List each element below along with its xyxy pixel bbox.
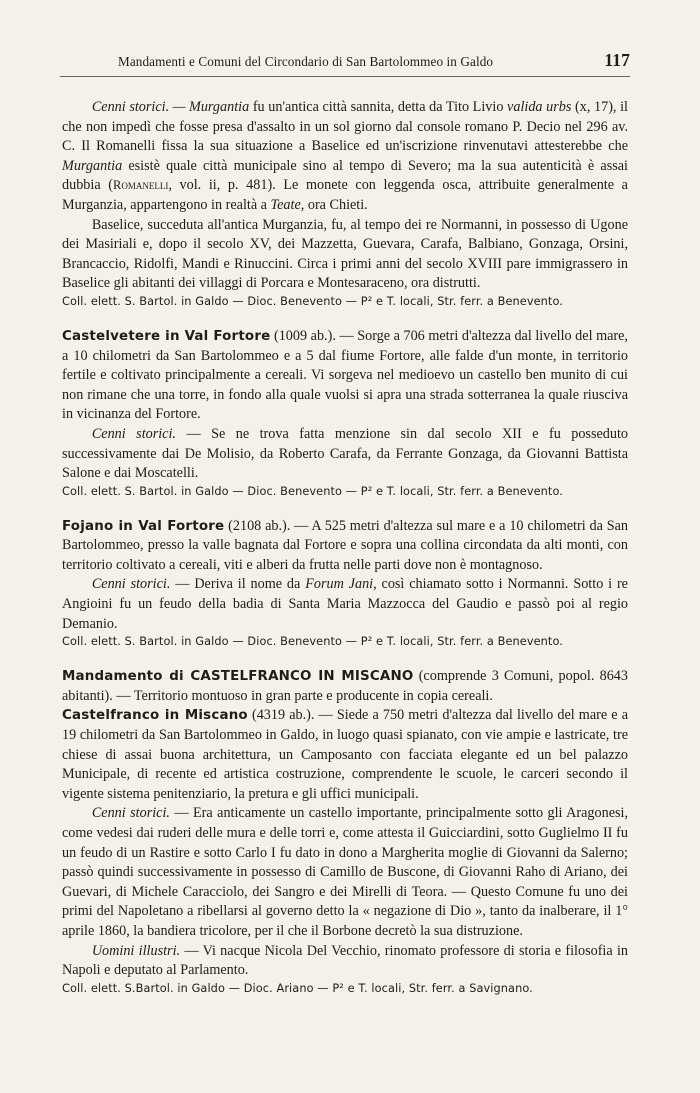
text-run: Cenni storici. (91, 805, 170, 822)
text-run: (2108 ab.). — A 525 metri d'altezza sul mare e a 10 chilometri da San Bartolommeo, presso la valle bagnata dal Fortore e sopra una collina circondata da alti monti, con territorio coltivato a cereali, viti e alberi da frutta nelle parti dove non è montagnoso. (62, 517, 629, 573)
entry-heading: Mandamento di CASTELFRANCO IN MISCANO (62, 669, 414, 685)
text-run: così chiamato sotto i Normanni. Sotto i re Angioini fu un feudo della badia di Santa Maria Mazzocca del Gaudio e passò poi al regio Demanio. (62, 576, 628, 632)
entry-section (62, 327, 628, 500)
electoral-info-line: Coll. elett. S. Bartol. in Galdo — Dioc. Benevento — P² e T. locali, Str. ferr. a Benevento. (62, 294, 563, 308)
text-run: fu un'antica città sannita, detta da Tito Livio (249, 99, 508, 115)
paragraph (62, 804, 628, 941)
paragraph (62, 517, 628, 576)
paragraph (62, 667, 628, 706)
page-number: 117 (604, 50, 630, 70)
paragraph (62, 98, 628, 216)
text-run: ora Chieti. (304, 196, 368, 213)
text-run: Cenni storici. (91, 576, 171, 593)
document-body (62, 98, 628, 1014)
text-run: (x, 17), il che non impedì che fosse presa d'assalto in un sol giorno dal console romano P. Decio nel 296 av. C. Il Romanelli fissa la sua situazione a Baselice ed un'iscrizione rinvenutavi attesterebbe che (62, 99, 628, 155)
entry-section (62, 667, 628, 997)
paragraph (62, 575, 628, 634)
text-run: Baselice, succeduta all'antica Murganzia, fu, al tempo dei re Normanni, in possesso di Ugone dei Masiriali e, dopo il secolo XV, dei Mazzetta, Guevara, Carafa, Balbiano, Gonzaga, Orsini, Brancaccio, Ridolfi, Mandi e Rinuccini. Circa i primi anni del secolo XVIII pare immigrassero in Baselice gli abitanti dei villaggi di Porcara e Montesaraceno, ora distrutti. (62, 216, 628, 292)
text-run: Forum Jani, (305, 576, 377, 593)
text-run: esistè quale città municipale sino al tempo di Severo; ma la sua autenticità è assai dubbia ( (62, 157, 628, 194)
text-run: Teate, (270, 196, 305, 213)
paragraph (62, 327, 628, 425)
text-run: Murgantia (62, 157, 123, 174)
entry-heading: Castelfranco in Miscano (62, 708, 248, 724)
text-run: , vol. ii, p. 481). Le monete con leggenda osca, attribuite generalmente a Murganzia, appartengono in realtà a (62, 177, 628, 213)
paragraph (62, 425, 628, 484)
text-run: Uomini illustri. (91, 942, 181, 959)
text-run: (comprende 3 Comuni, popol. 8643 abitanti). — Territorio montuoso in gran parte e producente in copia cereali. (62, 668, 628, 704)
text-run: (4319 ab.). — Siede a 750 metri d'altezza dal livello del mare e a 19 chilometri da San Bartolommeo in Galdo, in luogo quasi spianato, con vie ampie e lastricate, tre chiese di assai buona architettura, un Camposanto con facciata elegante ed un bel palazzo Municipale, di recente ed artistica costruzione, comprendente le scuole, le carceri secondo il vigente sistema penitenziario, la pretura e gli uffici municipali. (62, 707, 628, 802)
electoral-info-line: Coll. elett. S. Bartol. in Galdo — Dioc. Benevento — P² e T. locali, Str. ferr. a Benevento. (62, 635, 563, 649)
entry-heading: Castelvetere in Val Fortore (62, 328, 271, 344)
text-run: Cenni storici. — Murgantia (91, 99, 250, 115)
text-run: (1009 ab.). — Sorge a 706 metri d'altezza dal livello del mare, a 10 chilometri da San Bartolommeo e a 5 dal fiume Fortore, alle falde d'un monte, in territorio fertile e coltivato principalmente a cereali. Vi sorgeva nel medioevo un castello ben munito di cui non rimane che una torre, in fondo alla quale vuolsi si apra una strada sotterranea la quale riusciva in vicinanza del Fortore. (62, 327, 628, 423)
electoral-info-line: Coll. elett. S. Bartol. in Galdo — Dioc. Benevento — P² e T. locali, Str. ferr. a Benevento. (62, 484, 563, 498)
text-run: valida urbs (507, 99, 572, 115)
electoral-info-line: Coll. elett. S.Bartol. in Galdo — Dioc. Ariano — P² e T. locali, Str. ferr. a Savignano. (62, 981, 533, 995)
paragraph (62, 216, 628, 294)
entry-section (62, 517, 628, 651)
text-run: — Era anticamente un castello importante, principalmente sotto gli Aragonesi, come vedesi dai ruderi delle mura e delle torri e, come attesta il Guicciardini, sotto Guglielmo II fu un feudo di un Rastire e sotto Carlo I fu dato in dono a Margherita moglie di Giovanni da Salerno; passò quindi successivamente in possesso di Camillo de Buscone, di Giovanni Raho di Ariano, dei Guevari, di Michele Caracciolo, dei Sangro e dei Mirelli di Teora. — Questo Comune fu uno dei primi del Napoletano a ribellarsi al governo detto la « negazione di Dio », tanto da inalberare, il 1° aprile 1860, la bandiera tricolore, per il che il Borbone decretò la sua distruzione. (62, 805, 628, 939)
text-run: Romanelli (112, 178, 169, 193)
entry-section (62, 98, 628, 310)
header-title: Mandamenti e Comuni del Circondario di San Bartolommeo in Galdo (118, 54, 494, 69)
paragraph (62, 706, 628, 804)
paragraph (62, 942, 628, 981)
running-header (60, 52, 630, 77)
text-run: — Deriva il nome da (170, 576, 306, 593)
text-run: Cenni storici. (91, 425, 176, 442)
entry-heading: Fojano in Val Fortore (62, 518, 225, 534)
text-run: — Vi nacque Nicola Del Vecchio, rinomato professore di storia e filosofia in Napoli e deputato al Parlamento. (62, 942, 628, 979)
text-run: — Se ne trova fatta menzione sin dal secolo XII e fu posseduto successivamente dai De Molisio, da Roberto Carafa, da Ferrante Gonzaga, da Giovanni Battista Salone e dai Moscatelli. (62, 425, 628, 482)
